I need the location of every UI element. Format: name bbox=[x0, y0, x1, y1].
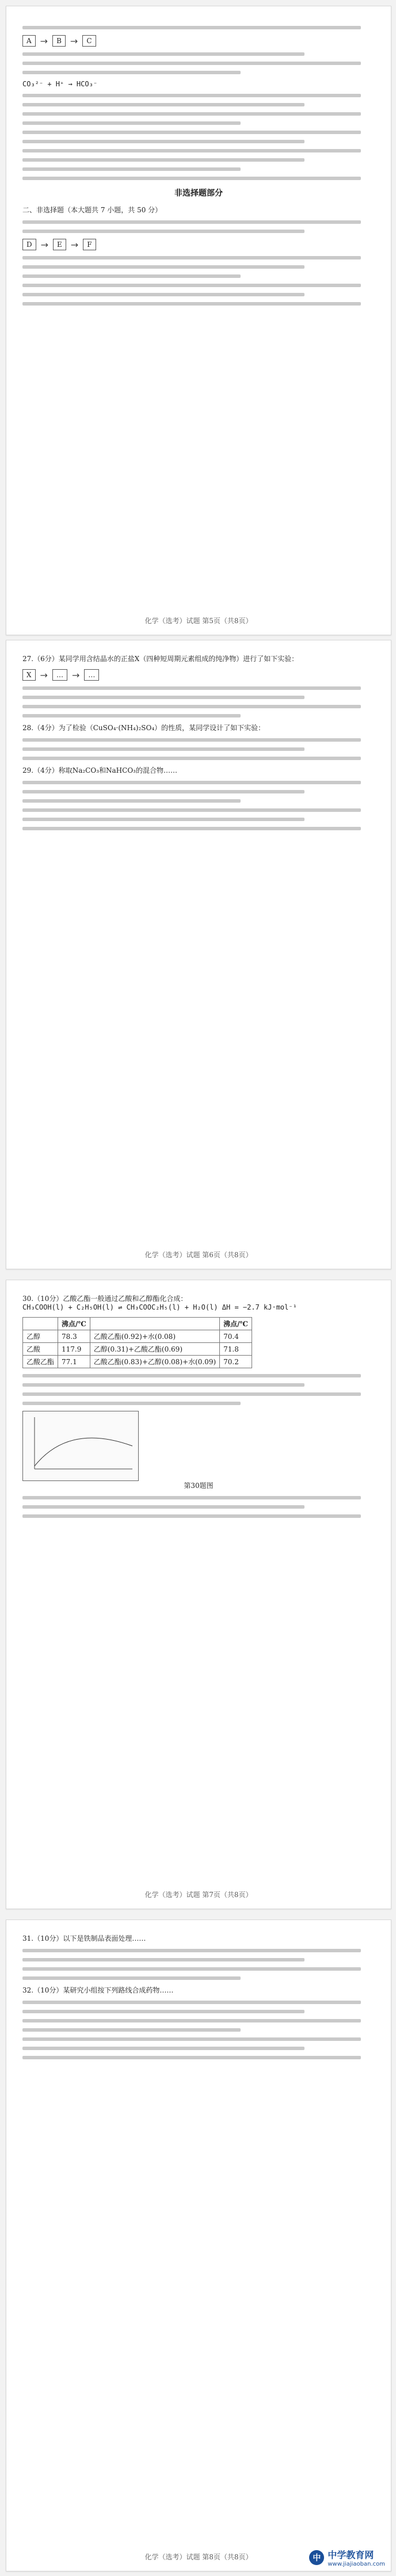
question-28: 28.（4分）为了检验（CuSO₄·(NH₄)₂SO₄）的性质，某同学设计了如下实验： bbox=[22, 724, 265, 732]
text-line bbox=[22, 26, 361, 29]
table-row: 乙醇 78.3 乙酸乙酯(0.92)+水(0.08) 70.4 bbox=[23, 1330, 252, 1343]
formula: CO₃²⁻ + H⁺ → HCO₃⁻ bbox=[22, 80, 98, 88]
question-note: 二、非选择题（本大题共 7 小题，共 50 分） bbox=[22, 206, 162, 214]
watermark-logo-icon: 中 bbox=[309, 2550, 324, 2565]
arrow-icon: → bbox=[71, 669, 80, 681]
page-footer: 化学（选考）试题 第5页（共8页） bbox=[144, 617, 253, 625]
flow-box: E bbox=[53, 239, 66, 250]
flow-box: A bbox=[22, 35, 36, 47]
flow-box: … bbox=[84, 669, 99, 681]
figure-caption: 第30题图 bbox=[184, 1482, 214, 1490]
question-27: 27.（6分）某同学用含结晶水的正盐X（四种短周期元素组成的纯净物）进行了如下实验： bbox=[22, 655, 299, 663]
table-row: 乙酸乙酯 77.1 乙酸乙酯(0.83)+乙醇(0.08)+水(0.09) 70.2 bbox=[23, 1356, 252, 1368]
flow-box: F bbox=[83, 239, 96, 250]
watermark-text: 中学教育网 bbox=[328, 2550, 374, 2560]
exam-page-3 bbox=[6, 1280, 391, 1909]
flow-box: B bbox=[52, 35, 66, 47]
exam-page-1 bbox=[6, 6, 391, 635]
table-head-cell: 沸点/℃ bbox=[58, 1318, 90, 1330]
figure-graph bbox=[22, 1411, 139, 1481]
exam-page-4 bbox=[6, 1919, 391, 2571]
arrow-icon: → bbox=[40, 239, 49, 250]
flow-box: C bbox=[82, 35, 96, 47]
table-head-cell bbox=[23, 1318, 58, 1330]
question-31: 31.（10分）以下是铁制品表面处理…… bbox=[22, 1934, 146, 1943]
question-29: 29.（4分）称取Na₂CO₃和NaHCO₃的混合物…… bbox=[22, 766, 177, 774]
flow-diagram-top bbox=[22, 35, 375, 47]
flow-box: X bbox=[22, 669, 36, 681]
watermark-url: www.jiajiaoban.com bbox=[328, 2561, 385, 2567]
question-30: 30.（10分）乙酸乙酯一般通过乙酸和乙醇酯化合成： bbox=[22, 1295, 188, 1303]
arrow-icon: → bbox=[70, 239, 79, 250]
page-1-content bbox=[22, 20, 375, 311]
arrow-icon: → bbox=[40, 35, 48, 47]
table-head-cell bbox=[90, 1318, 219, 1330]
table-head-cell: 沸点/℃ bbox=[220, 1318, 252, 1330]
boiling-point-table bbox=[22, 1317, 252, 1368]
page-footer: 化学（选考）试题 第6页（共8页） bbox=[144, 1251, 253, 1259]
page-footer: 化学（选考）试题 第7页（共8页） bbox=[144, 1891, 253, 1899]
flow-diagram bbox=[22, 239, 375, 250]
arrow-icon: → bbox=[40, 669, 48, 681]
section-title: 非选择题部分 bbox=[174, 189, 223, 198]
table-row: 乙酸 117.9 乙醇(0.31)+乙酸乙酯(0.69) 71.8 bbox=[23, 1343, 252, 1356]
page-footer: 化学（选考）试题 第8页（共8页） bbox=[144, 2553, 253, 2561]
arrow-icon: → bbox=[70, 35, 78, 47]
question-32: 32.（10分）某研究小组按下列路线合成药物…… bbox=[22, 1986, 174, 1994]
flow-box: … bbox=[52, 669, 67, 681]
flow-box: D bbox=[22, 239, 36, 250]
flow-diagram bbox=[22, 669, 375, 681]
exam-page-2 bbox=[6, 640, 391, 1269]
reaction-equation: CH₃COOH(l) + C₂H₅OH(l) ⇌ CH₃COOC₂H₅(l) + H₂O(l) ΔH = −2.7 kJ·mol⁻¹ bbox=[22, 1303, 297, 1311]
site-watermark bbox=[309, 2548, 385, 2567]
